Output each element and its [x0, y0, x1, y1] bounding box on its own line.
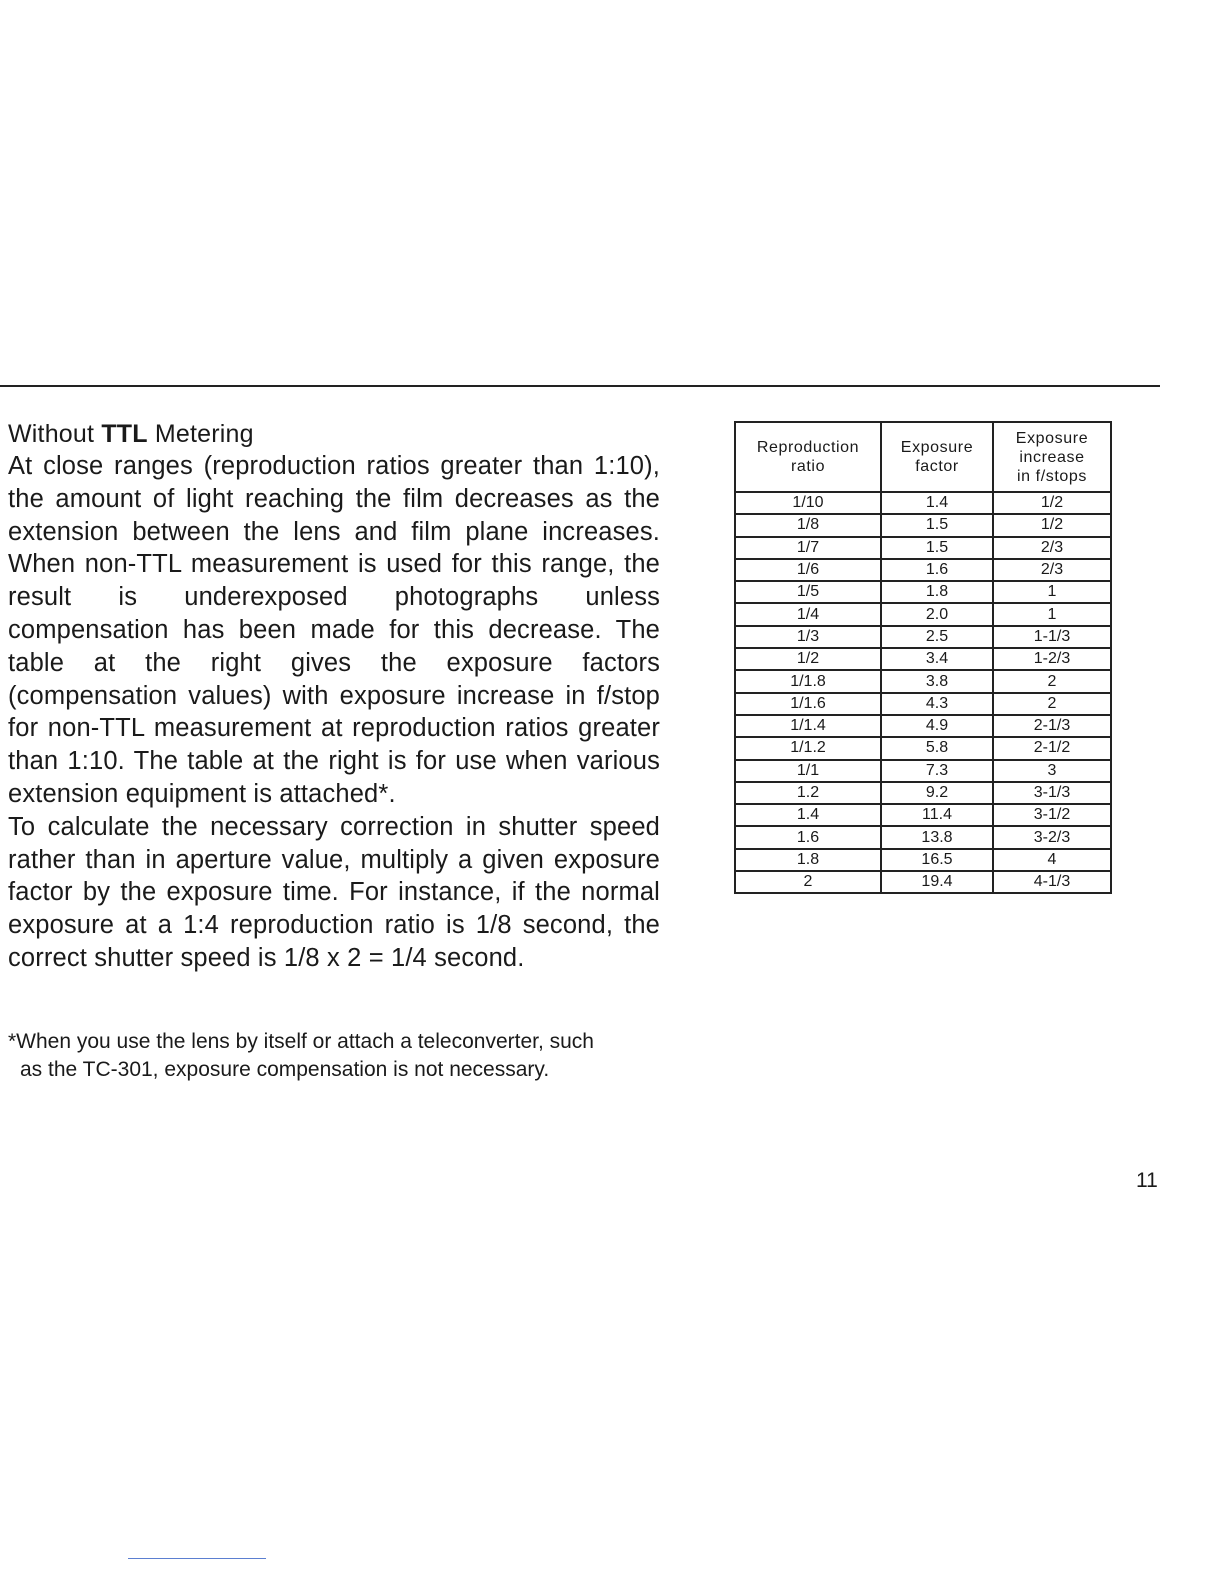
- cell-exposure-increase: 4: [993, 849, 1111, 871]
- cell-exposure-factor: 1.5: [881, 537, 993, 559]
- top-divider-rule: [0, 385, 1160, 387]
- cell-exposure-increase: 3-2/3: [993, 826, 1111, 848]
- body-paragraph-2: To calculate the necessary correction in shutter speed rather than in aperture value, multiply a given exposure factor by the exposure time. For instance, if the normal exposure at a 1:4 reproduction ratio is 1/8 second, the correct shutter speed is 1/8 x 2 = 1/4 second.: [8, 812, 660, 972]
- table-row: [735, 871, 1111, 893]
- table-row: [735, 581, 1111, 603]
- exposure-table: [734, 421, 1112, 894]
- cell-exposure-increase: 2: [993, 670, 1111, 692]
- heading-suffix: Metering: [154, 420, 254, 448]
- table-row: [735, 603, 1111, 625]
- cell-exposure-factor: 1.5: [881, 514, 993, 536]
- cell-exposure-increase: 2-1/3: [993, 715, 1111, 737]
- exposure-table-wrapper: [734, 421, 1112, 894]
- cell-exposure-factor: 16.5: [881, 849, 993, 871]
- table-row: [735, 804, 1111, 826]
- table-header-row: [735, 422, 1111, 492]
- cell-reproduction-ratio: 1/10: [735, 492, 881, 514]
- cell-reproduction-ratio: 1.6: [735, 826, 881, 848]
- cell-exposure-factor: 1.8: [881, 581, 993, 603]
- cell-exposure-increase: 1/2: [993, 492, 1111, 514]
- cell-reproduction-ratio: 1/4: [735, 603, 881, 625]
- text-column: [8, 418, 660, 975]
- table-row: [735, 648, 1111, 670]
- cell-exposure-factor: 5.8: [881, 737, 993, 759]
- cell-exposure-increase: 1-1/3: [993, 626, 1111, 648]
- cell-exposure-factor: 19.4: [881, 871, 993, 893]
- cell-exposure-increase: 3: [993, 760, 1111, 782]
- cell-exposure-increase: 3-1/2: [993, 804, 1111, 826]
- cell-exposure-increase: 1: [993, 603, 1111, 625]
- table-row: [735, 514, 1111, 536]
- table-row: [735, 826, 1111, 848]
- cell-reproduction-ratio: 1/1.6: [735, 693, 881, 715]
- cell-exposure-factor: 9.2: [881, 782, 993, 804]
- footnote-line-2: as the TC-301, exposure compensation is not necessary.: [20, 1058, 550, 1081]
- cell-exposure-factor: 2.0: [881, 603, 993, 625]
- cell-reproduction-ratio: 1.8: [735, 849, 881, 871]
- table-row: [735, 693, 1111, 715]
- cell-exposure-increase: 1: [993, 581, 1111, 603]
- cell-reproduction-ratio: 1/3: [735, 626, 881, 648]
- cell-exposure-increase: 2-1/2: [993, 737, 1111, 759]
- table-row: [735, 782, 1111, 804]
- cell-reproduction-ratio: 1.4: [735, 804, 881, 826]
- cell-exposure-increase: 1/2: [993, 514, 1111, 536]
- table-row: [735, 492, 1111, 514]
- table-body: [735, 492, 1111, 893]
- header-exposure-factor: Exposure factor: [881, 422, 993, 492]
- cell-exposure-factor: 11.4: [881, 804, 993, 826]
- cell-exposure-factor: 7.3: [881, 760, 993, 782]
- heading-bold: TTL: [101, 420, 148, 448]
- cell-exposure-increase: 2/3: [993, 537, 1111, 559]
- cell-exposure-increase: 2: [993, 693, 1111, 715]
- cell-reproduction-ratio: 1/2: [735, 648, 881, 670]
- header-exposure-increase: Exposure increase in f/stops: [993, 422, 1111, 492]
- table-row: [735, 559, 1111, 581]
- cell-exposure-factor: 4.9: [881, 715, 993, 737]
- cell-exposure-factor: 3.4: [881, 648, 993, 670]
- table-row: [735, 849, 1111, 871]
- cell-exposure-factor: 13.8: [881, 826, 993, 848]
- bottom-accent-rule: [128, 1558, 266, 1559]
- cell-reproduction-ratio: 1/1.8: [735, 670, 881, 692]
- cell-exposure-factor: 2.5: [881, 626, 993, 648]
- cell-reproduction-ratio: 1/1.4: [735, 715, 881, 737]
- cell-reproduction-ratio: 1/1.2: [735, 737, 881, 759]
- cell-exposure-factor: 1.4: [881, 492, 993, 514]
- cell-reproduction-ratio: 1.2: [735, 782, 881, 804]
- body-paragraph-1: At close ranges (reproduction ratios greater than 1:10), the amount of light reaching the film decreases as the extension between the lens and film plane increases. When non-TTL measurement is used for this range, the result is underexposed photographs unless compensation has been made for this decrease. The table at the right gives the exposure factors (compensation values) with exposure increase in f/stop for non-TTL measurement at reproduction ratios greater than 1:10. The table at the right is for use when various extension equipment is attached*.: [8, 452, 660, 808]
- cell-reproduction-ratio: 1/6: [735, 559, 881, 581]
- table-row: [735, 626, 1111, 648]
- footnote: [8, 1028, 668, 1084]
- cell-exposure-factor: 3.8: [881, 670, 993, 692]
- header-reproduction-ratio: Reproduction ratio: [735, 422, 881, 492]
- section-heading: [8, 418, 660, 450]
- cell-reproduction-ratio: 1/8: [735, 514, 881, 536]
- table-row: [735, 537, 1111, 559]
- cell-reproduction-ratio: 2: [735, 871, 881, 893]
- cell-exposure-increase: 1-2/3: [993, 648, 1111, 670]
- cell-reproduction-ratio: 1/1: [735, 760, 881, 782]
- cell-exposure-increase: 4-1/3: [993, 871, 1111, 893]
- cell-exposure-factor: 1.6: [881, 559, 993, 581]
- table-row: [735, 670, 1111, 692]
- table-row: [735, 737, 1111, 759]
- table-row: [735, 760, 1111, 782]
- cell-exposure-factor: 4.3: [881, 693, 993, 715]
- table-row: [735, 715, 1111, 737]
- cell-reproduction-ratio: 1/5: [735, 581, 881, 603]
- cell-exposure-increase: 2/3: [993, 559, 1111, 581]
- page-number: 11: [1136, 1169, 1158, 1192]
- cell-exposure-increase: 3-1/3: [993, 782, 1111, 804]
- cell-reproduction-ratio: 1/7: [735, 537, 881, 559]
- heading-prefix: Without: [8, 420, 95, 448]
- footnote-line-1: *When you use the lens by itself or attach a teleconverter, such: [8, 1030, 594, 1053]
